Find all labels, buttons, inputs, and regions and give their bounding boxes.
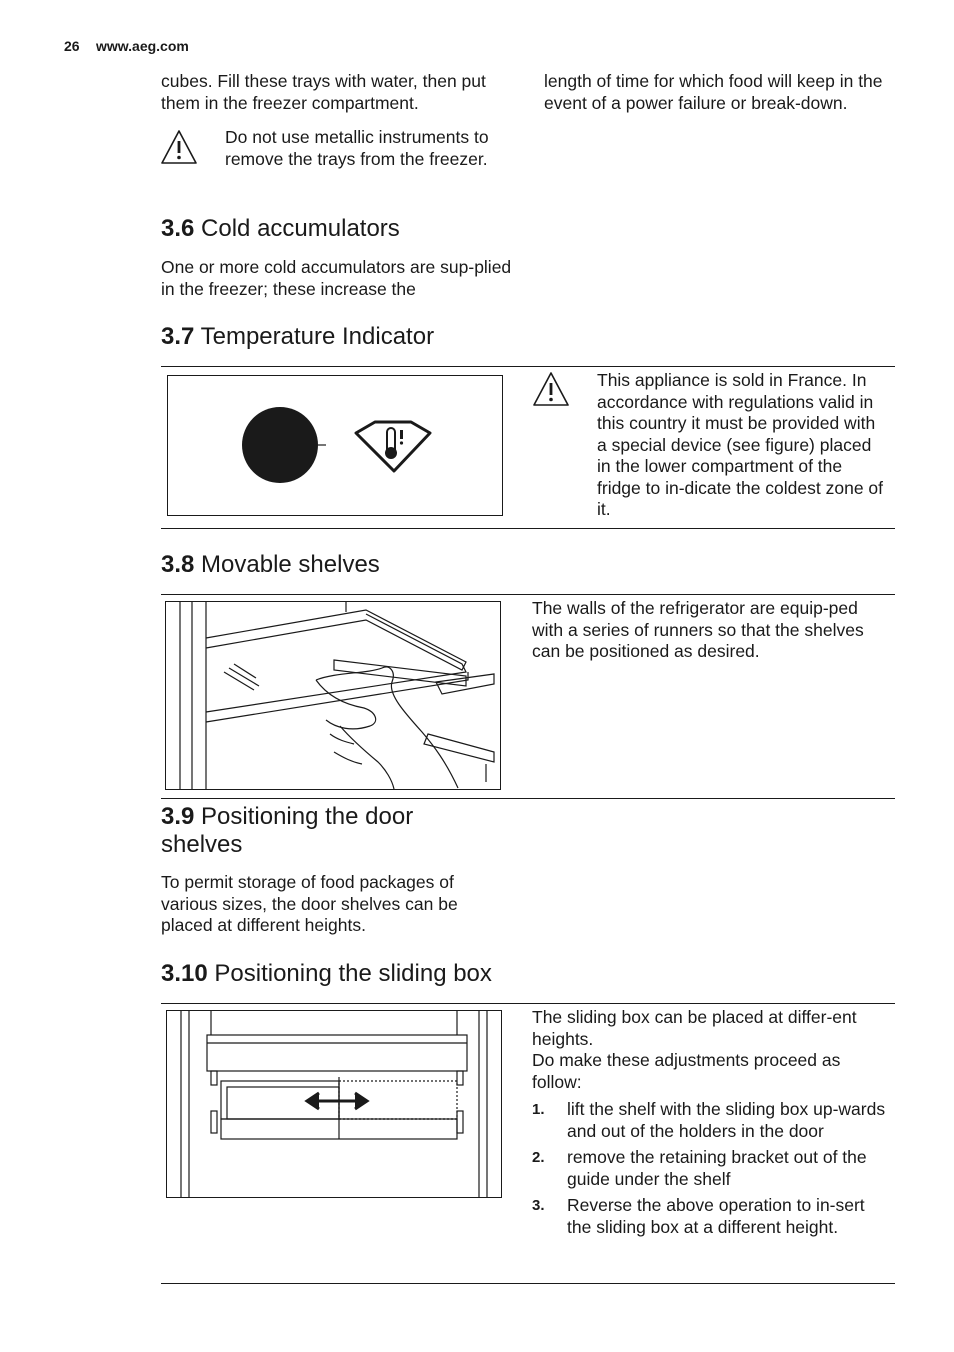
section-3-9-body: To permit storage of food packages of various sizes, the door shelves can be placed at different heights. — [161, 872, 458, 935]
temperature-indicator-icon — [356, 422, 430, 471]
divider — [161, 1283, 895, 1284]
section-3-10-intro-2: Do make these adjustments proceed as follow: — [532, 1050, 841, 1092]
intro-left-text: cubes. Fill these trays with water, then put them in the freezer compartment. — [161, 71, 486, 113]
section-3-6-body: One or more cold accumulators are sup-plied in the freezer; these increase the — [161, 257, 512, 299]
section-3-10-heading: 3.10 Positioning the sliding box — [161, 960, 492, 987]
intro-right-text: length of time for which food will keep in the event of a power failure or break-down. — [544, 71, 883, 113]
list-item: 1. lift the shelf with the sliding box up-wards and out of the holders in the door — [532, 1099, 886, 1141]
page-number: 26 — [64, 38, 80, 54]
warning-triangle-icon — [531, 370, 571, 408]
temperature-indicator-figure — [167, 375, 503, 516]
section-3-7-heading: 3.7 Temperature Indicator — [161, 323, 435, 350]
divider — [161, 366, 895, 367]
indicator-dial-icon — [242, 407, 318, 483]
section-3-6-heading: 3.6 Cold accumulators — [161, 215, 400, 242]
section-3-9-heading: 3.9 Positioning the door shelves — [161, 803, 414, 858]
steps-list — [532, 1099, 890, 1238]
list-item: 3. Reverse the above operation to in-sert the sliding box at a different height. — [532, 1195, 865, 1237]
divider — [161, 594, 895, 595]
section-3-10-content — [532, 1007, 890, 1243]
divider — [161, 528, 895, 529]
divider — [161, 798, 895, 799]
warning-triangle-icon — [159, 128, 199, 166]
section-3-8-body: The walls of the refrigerator are equip-ped with a series of runners so that the shelves can be positioned as desired. — [532, 598, 864, 661]
divider — [161, 1003, 895, 1004]
list-item: 2. remove the retaining bracket out of the guide under the shelf — [532, 1147, 867, 1189]
movable-shelves-figure — [165, 601, 501, 790]
france-warning-text: This appliance is sold in France. In accordance with regulations valid in this country it must be provided with a special device (see figure) placed in the lower compartment of the fridge to in-dicate the coldest zone of it. — [597, 370, 884, 519]
section-3-8-heading: 3.8 Movable shelves — [161, 551, 380, 578]
sliding-box-figure — [166, 1010, 502, 1198]
website-link[interactable]: www.aeg.com — [96, 38, 189, 54]
section-3-10-intro: The sliding box can be placed at differ-ent heights. — [532, 1007, 857, 1049]
double-arrow-icon — [307, 1093, 367, 1109]
metal-warning-text: Do not use metallic instruments to remove the trays from the freezer. — [225, 127, 489, 169]
